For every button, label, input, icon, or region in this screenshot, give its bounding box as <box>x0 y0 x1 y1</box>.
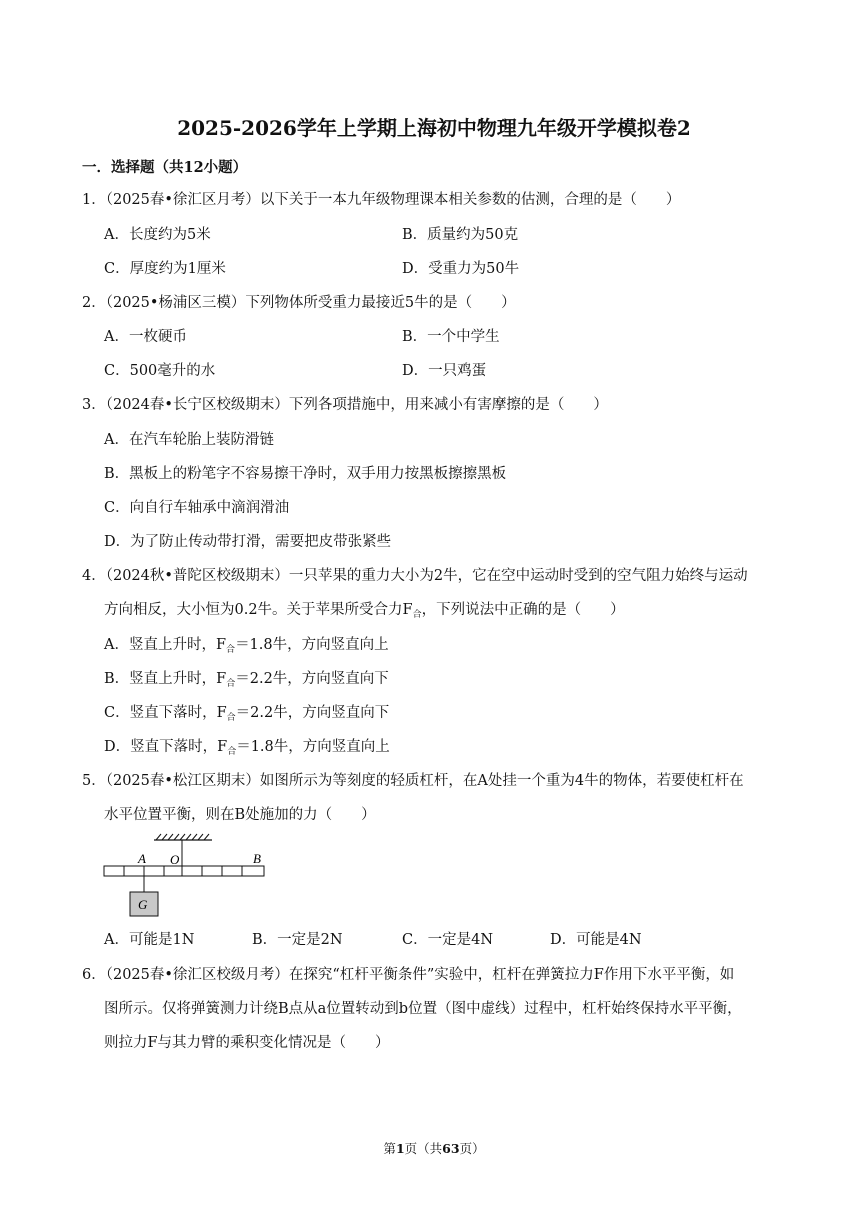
lever-figure <box>98 830 268 922</box>
question-6-stem-line-2: 图所示。仅将弹簧测力计绕B点从a位置转动到b位置（图中虚线）过程中，杠杆始终保持水平平衡， <box>104 1001 742 1017</box>
question-2-option-c: C．500毫升的水 <box>104 363 216 379</box>
question-3-stem: 3．（2024春•长宁区校级期末）下列各项措施中，用来减小有害摩擦的是（ ） <box>82 397 608 413</box>
page-footer: 第1页（共63页） <box>383 1141 485 1156</box>
footer-total-pages: 63 <box>442 1141 460 1156</box>
question-4-option-c: C．竖直下落时，$F_合=2.2$牛，方向竖直向下 <box>104 705 390 723</box>
question-3-option-a: A．在汽车轮胎上装防滑链 <box>104 432 274 448</box>
question-2-option-a: A．一枚硬币 <box>104 329 187 345</box>
question-4-option-b: B．竖直上升时，$F_合=2.2$牛，方向竖直向下 <box>104 671 389 689</box>
label-a: A <box>138 851 146 866</box>
question-1-stem: 1．（2025春•徐汇区月考）以下关于一本九年级物理课本相关参数的估测，合理的是（ ） <box>82 192 681 208</box>
question-6-stem-line-3: 则拉力F与其力臂的乘积变化情况是（ ） <box>104 1035 390 1051</box>
label-g: G <box>138 897 148 912</box>
question-5-option-d: D．可能是4N <box>550 932 642 948</box>
question-5-option-a: A．可能是1N <box>104 932 195 948</box>
label-o: O <box>170 852 180 867</box>
question-3-option-c: C．向自行车轴承中滴润滑油 <box>104 500 290 516</box>
lever-bar <box>104 866 264 876</box>
question-4-stem-line-1: 4．（2024秋•普陀区校级期末）一只苹果的重力大小为2牛，它在空中运动时受到的空气阻力始终与运动 <box>82 568 748 584</box>
question-3-option-b: B．黑板上的粉笔字不容易擦干净时，双手用力按黑板擦擦黑板 <box>104 466 507 482</box>
question-5-stem-line-1: 5．（2025春•松江区期末）如图所示为等刻度的轻质杠杆，在A处挂一个重为4牛的物体，若要使杠杆在 <box>82 773 744 789</box>
label-b: B <box>253 851 261 866</box>
question-5-option-b: B．一定是2N <box>252 932 343 948</box>
question-2-stem: 2．（2025•杨浦区三模）下列物体所受重力最接近5牛的是（ ） <box>82 295 516 311</box>
question-4-option-a: A．竖直上升时，$F_合=1.8$牛，方向竖直向上 <box>104 637 389 655</box>
question-5-stem-line-2: 水平位置平衡，则在B处施加的力（ ） <box>104 807 376 823</box>
section-heading: 一．选择题（共12小题） <box>82 159 248 176</box>
ceiling-hatching <box>156 834 209 840</box>
question-1-option-a: A．长度约为5米 <box>104 227 211 243</box>
question-1-option-d: D．受重力为50牛 <box>402 261 520 277</box>
question-4-stem-line-2: 方向相反，大小恒为0.2牛。关于苹果所受合力$F_合$，下列说法中正确的是（ ） <box>104 602 625 620</box>
question-2-option-d: D．一只鸡蛋 <box>402 363 487 379</box>
question-1-option-b: B．质量约为50克 <box>402 227 519 243</box>
question-4-option-d: D．竖直下落时，$F_合=1.8$牛，方向竖直向上 <box>104 739 390 757</box>
footer-page-number: 1 <box>395 1141 405 1156</box>
question-1-option-c: C．厚度约为1厘米 <box>104 261 226 277</box>
question-5-option-c: C．一定是4N <box>402 932 494 948</box>
question-3-option-d: D．为了防止传动带打滑，需要把皮带张紧些 <box>104 534 392 550</box>
page-title: 2025-2026学年上学期上海初中物理九年级开学模拟卷2 <box>177 116 691 140</box>
question-6-stem-line-1: 6．（2025春•徐汇区校级月考）在探究“杠杆平衡条件”实验中，杠杆在弹簧拉力F作用下水平平衡，如 <box>82 967 735 983</box>
question-2-option-b: B．一个中学生 <box>402 329 500 345</box>
